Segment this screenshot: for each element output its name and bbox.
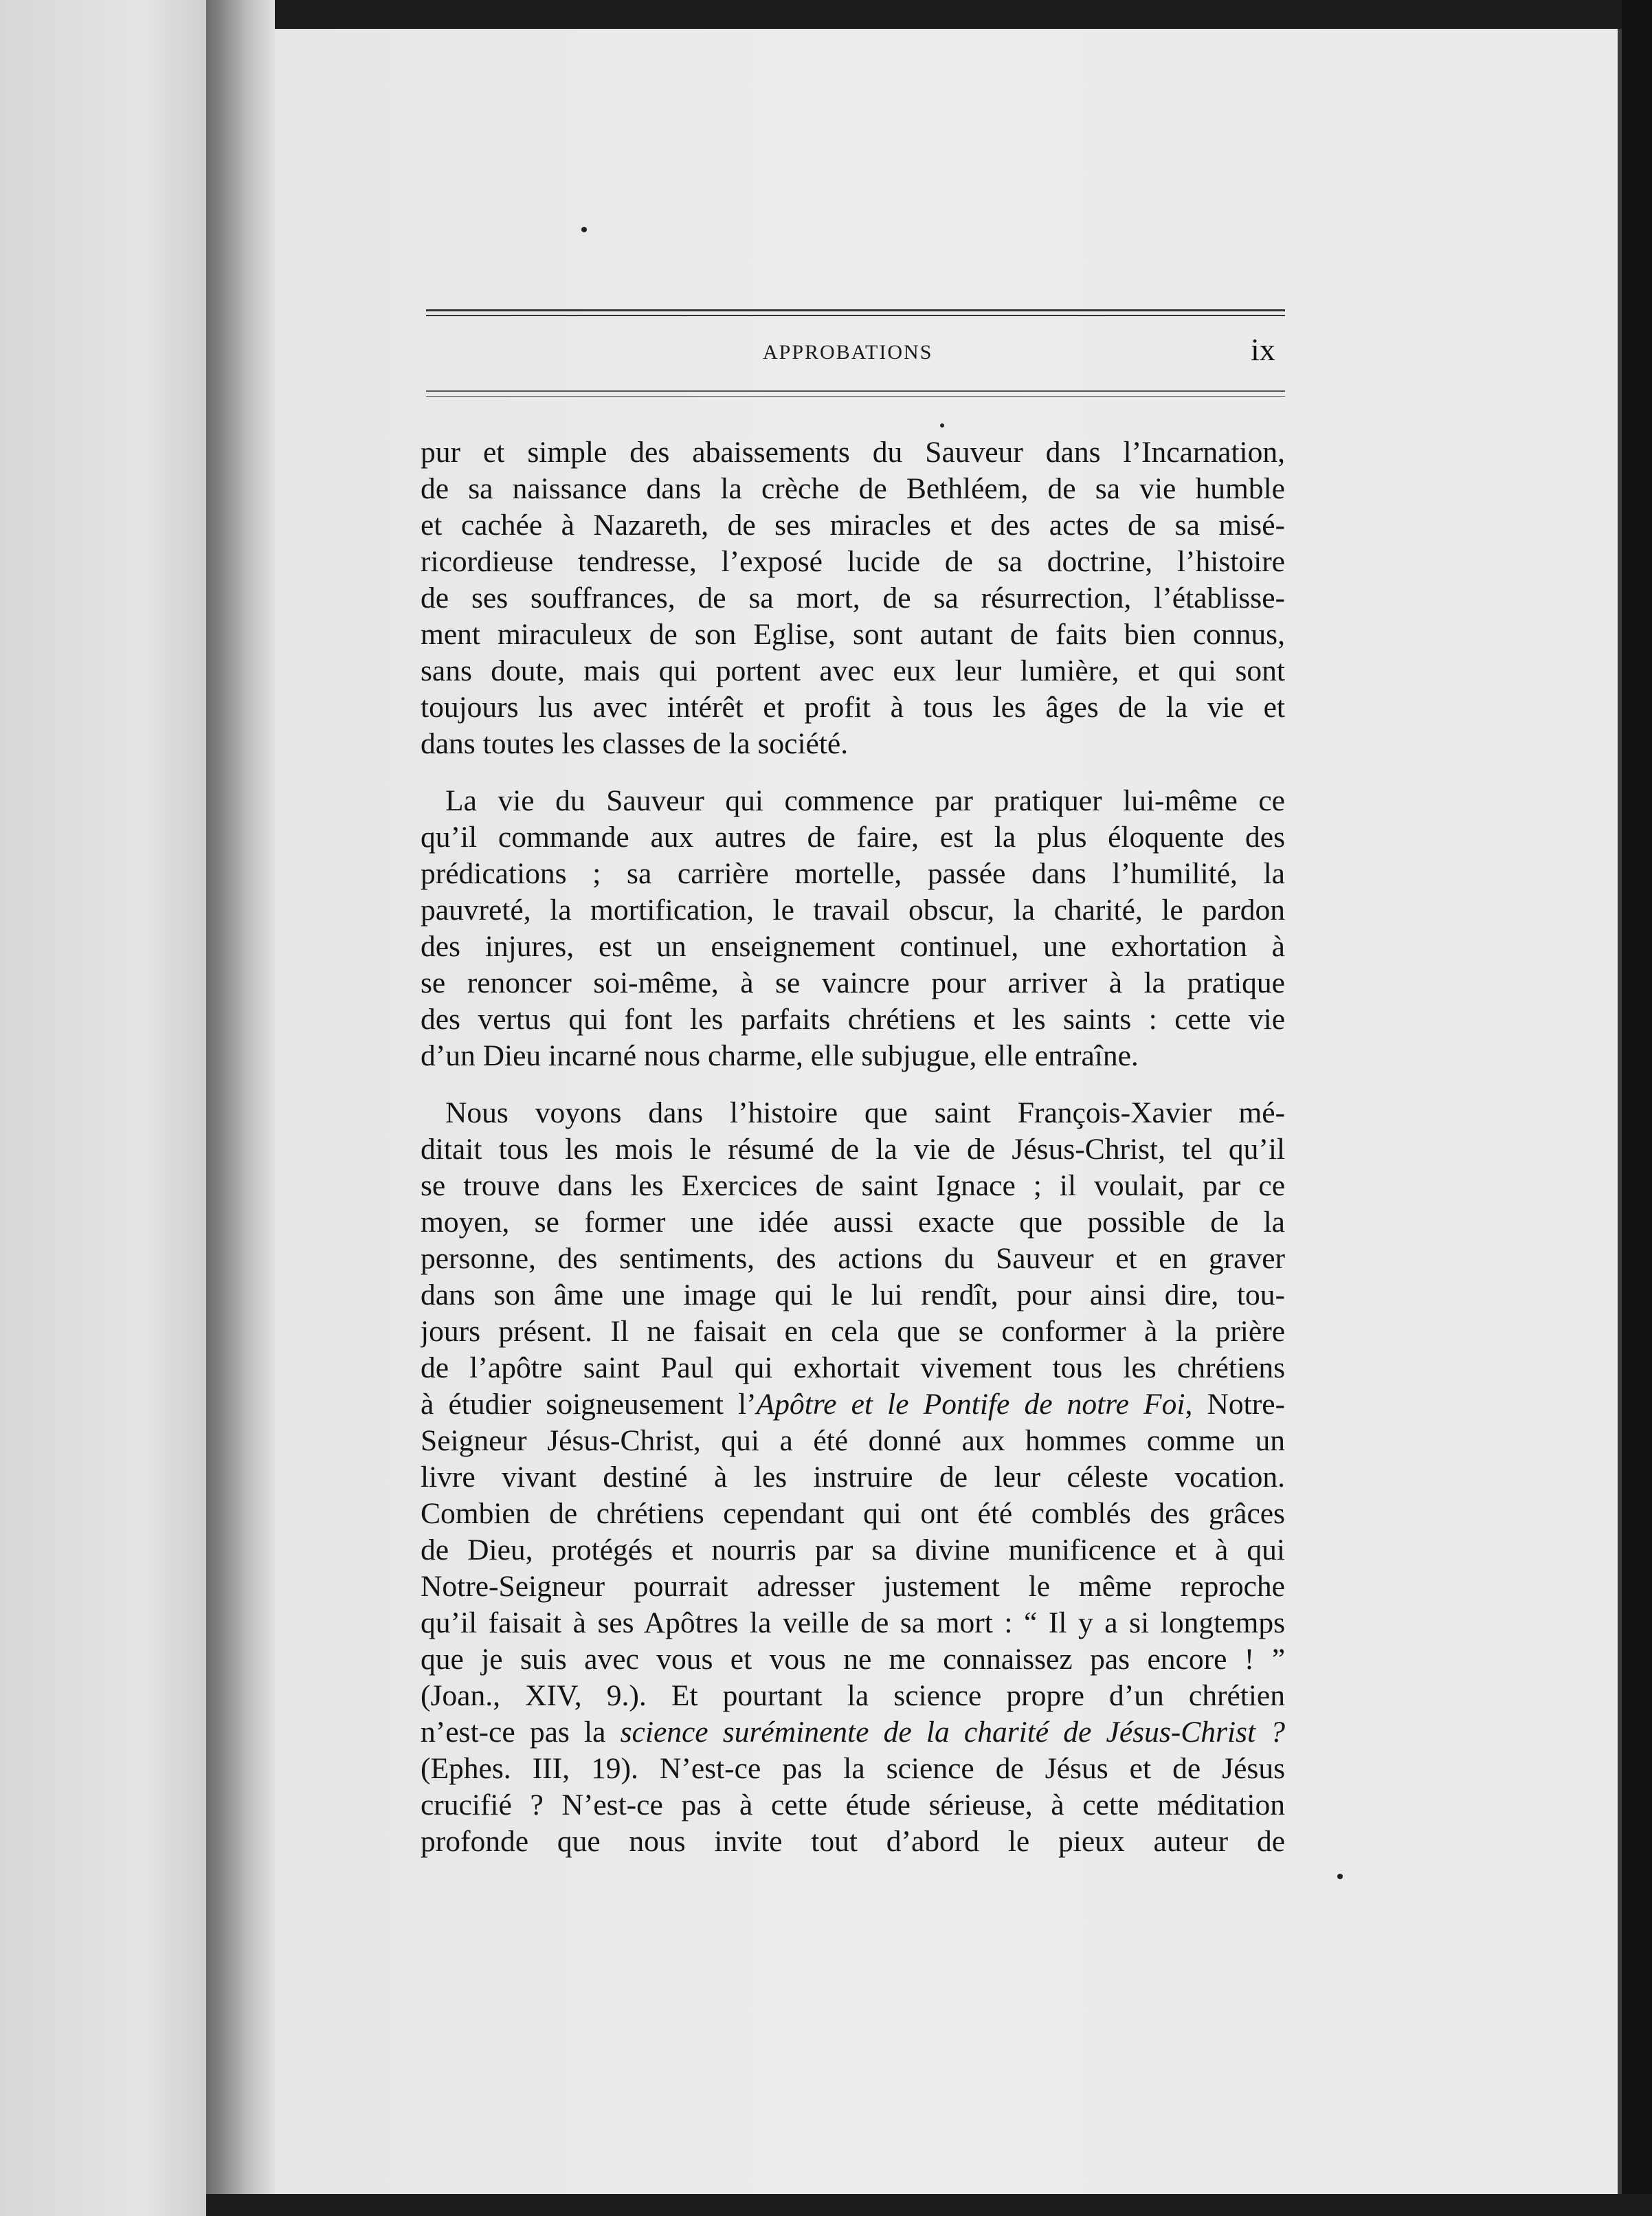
facing-page-edge [0,0,206,2216]
book-gutter [206,0,275,2216]
text-line: se trouve dans les Exercices de saint Ignace ; il voulait, par ce [421,1169,1285,1202]
text-line: d’un Dieu incarné nous charme, elle subjugue, elle entraîne. [421,1039,1139,1072]
text-line: sans doute, mais qui portent avec eux leur lumière, et qui sont [421,654,1285,687]
text-run: , Notre- [1185,1388,1285,1421]
italic-title: Apôtre et le Pontife de notre Foi [756,1388,1185,1421]
header-rule-top-thin [426,315,1285,316]
italic-quote: science suréminente de la charité de Jésus-Christ ? [620,1716,1285,1749]
text-line: pur et simple des abaissements du Sauveur dans l’Incarnation, [421,436,1285,469]
text-line: personne, des sentiments, des actions du Sauveur et en graver [421,1242,1285,1275]
text-line: prédications ; sa carrière mortelle, passée dans l’humilité, la [421,857,1285,890]
text-line: des injures, est un enseignement continuel, une exhortation à [421,930,1285,963]
text-line: ditait tous les mois le résumé de la vie de Jésus-Christ, tel qu’il [421,1133,1285,1166]
paragraph-3 [421,1095,1285,1860]
text-line: de sa naissance dans la crèche de Bethléem, de sa vie humble [421,472,1285,505]
text-line: Notre-Seigneur pourrait adresser justement le même reproche [421,1570,1285,1603]
text-line-with-italic [421,1386,1285,1423]
paragraph-2 [421,783,1285,1074]
body-text [421,434,1285,1881]
text-line: pauvreté, la mortification, le travail obscur, la charité, le pardon [421,894,1285,927]
text-line: profonde que nous invite tout d’abord le pieux auteur de [421,1825,1285,1858]
print-speck [581,227,587,232]
print-speck [940,423,944,428]
text-line: qu’il commande aux autres de faire, est la plus éloquente des [421,821,1285,854]
text-line: Nous voyons dans l’histoire que saint François-Xavier mé- [445,1096,1285,1129]
text-line: que je suis avec vous et vous ne me connaissez pas encore ! ” [421,1643,1285,1676]
running-title: APPROBATIONS [763,341,933,364]
text-line: et cachée à Nazareth, de ses miracles et des actes de sa misé- [421,509,1285,542]
text-line: qu’il faisait à ses Apôtres la veille de sa mort : “ Il y a si longtemps [421,1606,1285,1639]
text-line: des vertus qui font les parfaits chrétiens et les saints : cette vie [421,1003,1285,1036]
text-line: La vie du Sauveur qui commence par pratiquer lui-même ce [445,784,1285,817]
header-rule-top [426,309,1285,311]
text-line: livre vivant destiné à les instruire de leur céleste vocation. [421,1461,1285,1494]
text-line: moyen, se former une idée aussi exacte que possible de la [421,1206,1285,1239]
text-line: de ses souffrances, de sa mort, de sa résurrection, l’établisse- [421,581,1285,614]
text-line: de Dieu, protégés et nourris par sa divine munificence et à qui [421,1533,1285,1566]
scan-right-edge [1622,0,1652,2216]
scan-top-edge [206,0,1652,29]
text-line: Seigneur Jésus-Christ, qui a été donné aux hommes comme un [421,1424,1285,1457]
text-line: se renoncer soi-même, à se vaincre pour arriver à la pratique [421,966,1285,999]
text-run: à étudier soigneusement l’ [421,1388,757,1421]
text-line: toujours lus avec intérêt et profit à tous les âges de la vie et [421,691,1285,724]
header-rule-bottom [426,390,1285,392]
text-line: (Ephes. III, 19). N’est-ce pas la science de Jésus et de Jésus [421,1752,1285,1785]
print-speck [1337,1874,1343,1879]
text-line: dans son âme une image qui le lui rendît, pour ainsi dire, tou- [421,1278,1285,1311]
text-line: ricordieuse tendresse, l’exposé lucide de sa doctrine, l’histoire [421,545,1285,578]
text-line: crucifié ? N’est-ce pas à cette étude sérieuse, à cette méditation [421,1788,1285,1821]
scan-bottom-edge [206,2194,1652,2216]
header-rule-bottom-thin [426,396,1285,397]
text-line: (Joan., XIV, 9.). Et pourtant la science propre d’un chrétien [421,1679,1285,1712]
text-run: n’est-ce pas la [421,1716,621,1749]
text-line: jours présent. Il ne faisait en cela que se conformer à la prière [421,1315,1285,1348]
text-line: dans toutes les classes de la société. [421,727,849,760]
text-line: ment miraculeux de son Eglise, sont autant de faits bien connus, [421,618,1285,651]
text-line: de l’apôtre saint Paul qui exhortait vivement tous les chrétiens [421,1351,1285,1384]
paragraph-1 [421,434,1285,762]
text-line-with-italic [421,1714,1285,1751]
text-line: Combien de chrétiens cependant qui ont été comblés des grâces [421,1497,1285,1530]
page-number: ix [1251,332,1275,367]
